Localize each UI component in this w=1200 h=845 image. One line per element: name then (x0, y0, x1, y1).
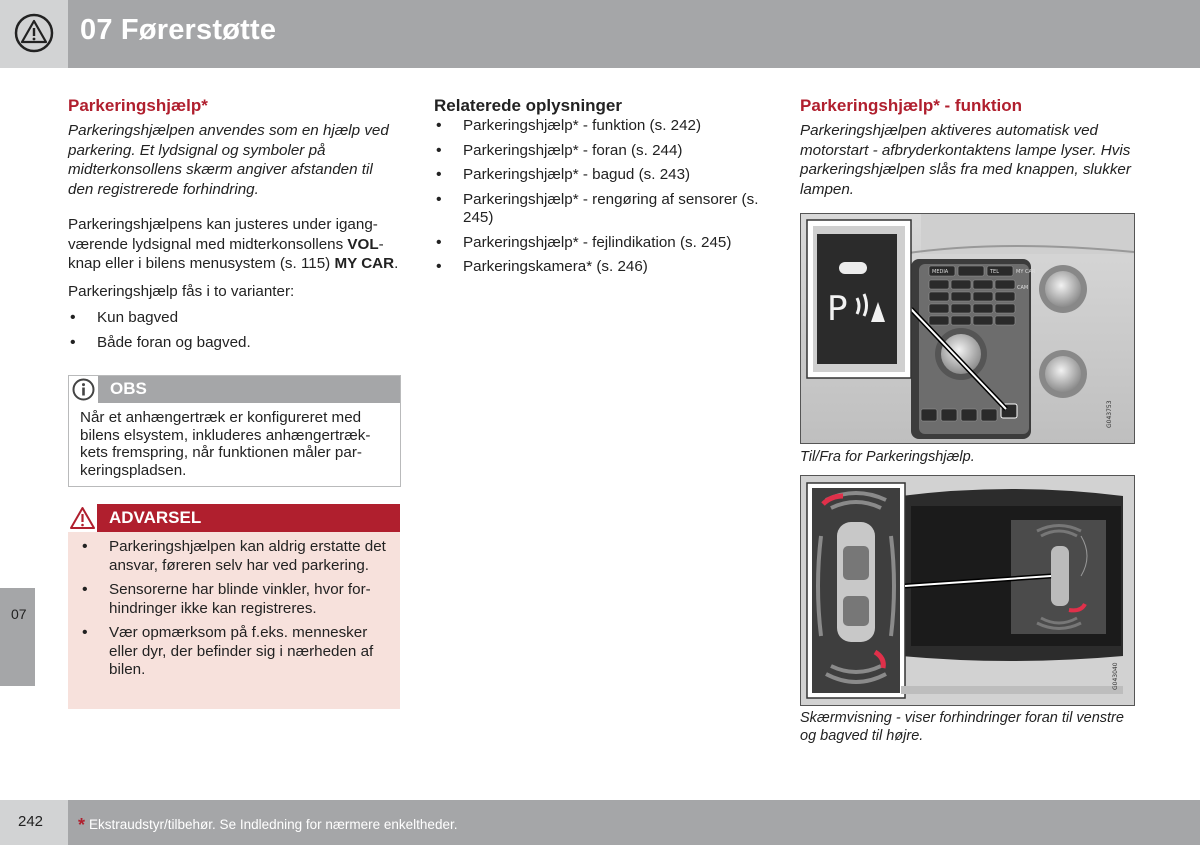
list-item: • Både foran og bagved. (68, 334, 401, 353)
body-text: Parkeringshjælpens kan justeres under igangværende lydsignal med midterkonsollens (68, 216, 378, 253)
body-text: -knap eller i bilens menusystem (s. 115) (68, 235, 384, 272)
note-box (68, 375, 401, 487)
section-heading: Parkeringshjælp* (68, 96, 208, 115)
related-list (434, 117, 767, 277)
warning-label: ADVARSEL (109, 508, 202, 527)
warning-list (80, 538, 390, 686)
warning-box (68, 504, 400, 709)
figure-caption: Skærmvisning - viser forhindringer foran til venstre og bagved til højre. (800, 710, 1124, 744)
list-item: • Parkeringshjælpen kan aldrig erstatte det ansvar, føreren selv har ved parkering. (80, 538, 390, 575)
warning-triangle-icon (68, 504, 97, 532)
console-label: MY CAR (1016, 269, 1036, 275)
figure-code: G043753 (1106, 400, 1113, 428)
page-header (0, 0, 1200, 68)
chapter-side-tab (0, 588, 35, 686)
my-car-term: MY CAR (334, 255, 395, 272)
center-console-illustration (801, 214, 1134, 443)
column-right (800, 95, 1133, 744)
list-item: • Kun bagved (68, 309, 401, 328)
note-label: OBS (110, 379, 147, 398)
footer-page-box (0, 800, 68, 845)
page-number: 242 (18, 813, 44, 830)
related-link[interactable]: • Parkeringshjælp* - rengøring af sensorer (s. 245) (434, 191, 767, 228)
page-footer (0, 800, 1200, 845)
parking-display-illustration (801, 476, 1134, 705)
console-figure (800, 213, 1135, 444)
footnote (78, 813, 457, 834)
warning-icon-box (68, 504, 97, 532)
console-label: CAM (1017, 285, 1029, 291)
related-link[interactable]: • Parkeringshjælp* - foran (s. 244) (434, 142, 767, 161)
list-item: • Vær opmærksom på f.eks. mennesker eller dyr, der befinder sig i nærheden af bilen. (80, 624, 390, 680)
body-text: . (394, 255, 399, 272)
note-header (69, 376, 400, 403)
section-intro: Parkeringshjælpen anvendes som en hjælp ved parkering. Et lydsignal og symboler på midterkonsollens skærm angiver afstanden til den registrerede forhindring. (68, 122, 389, 198)
figure-caption: Til/Fra for Parkeringshjælp. (800, 449, 975, 465)
warning-triangle-icon (14, 13, 54, 53)
footnote-text: Ekstraudstyr/tilbehør. Se Indledning for nærmere enkeltheder. (89, 817, 458, 832)
list-item: • Sensorerne har blinde vinkler, hvor forhindringer ikke kan registreres. (80, 581, 390, 618)
screen-figure (800, 475, 1135, 706)
related-link[interactable]: • Parkeringshjælp* - fejlindikation (s. 245) (434, 234, 767, 253)
park-assist-button-symbol: P (827, 289, 848, 329)
info-icon (69, 376, 98, 403)
asterisk-marker: * (78, 815, 86, 835)
chapter-number: 07 (11, 606, 27, 622)
body-paragraph: Parkeringshjælp fås i to varianter: (68, 282, 295, 300)
header-icon-box (0, 0, 68, 68)
vol-knob-term: VOL (347, 235, 379, 253)
console-label: TEL (990, 269, 999, 275)
column-left (68, 95, 401, 678)
related-heading: Relaterede oplysninger (434, 96, 623, 115)
variants-list (68, 309, 401, 352)
column-middle (434, 95, 767, 277)
related-link[interactable]: • Parkeringshjælp* - funktion (s. 242) (434, 117, 767, 136)
note-text: Når et anhængertræk er konfigureret med bilens elsystem, inkluderes anhængertrækkets fremspring, når funktionen måler parkeringspladsen. (80, 409, 371, 479)
related-link[interactable]: • Parkeringskamera* (s. 246) (434, 258, 767, 277)
figure-code: G043040 (1112, 662, 1119, 690)
page-title: 07 Førerstøtte (80, 14, 277, 46)
body-paragraph (68, 215, 401, 274)
warning-header (68, 504, 400, 532)
related-link[interactable]: • Parkeringshjælp* - bagud (s. 243) (434, 166, 767, 185)
console-label: MEDIA (932, 269, 949, 275)
section-intro: Parkeringshjælpen aktiveres automatisk ved motorstart - afbryderkontaktens lampe lyser. Hvis parkeringshjælpen slås fra med knappen, slukker lampen. (800, 122, 1131, 198)
section-heading: Parkeringshjælp* - funktion (800, 96, 1022, 115)
info-icon-box (69, 376, 98, 403)
